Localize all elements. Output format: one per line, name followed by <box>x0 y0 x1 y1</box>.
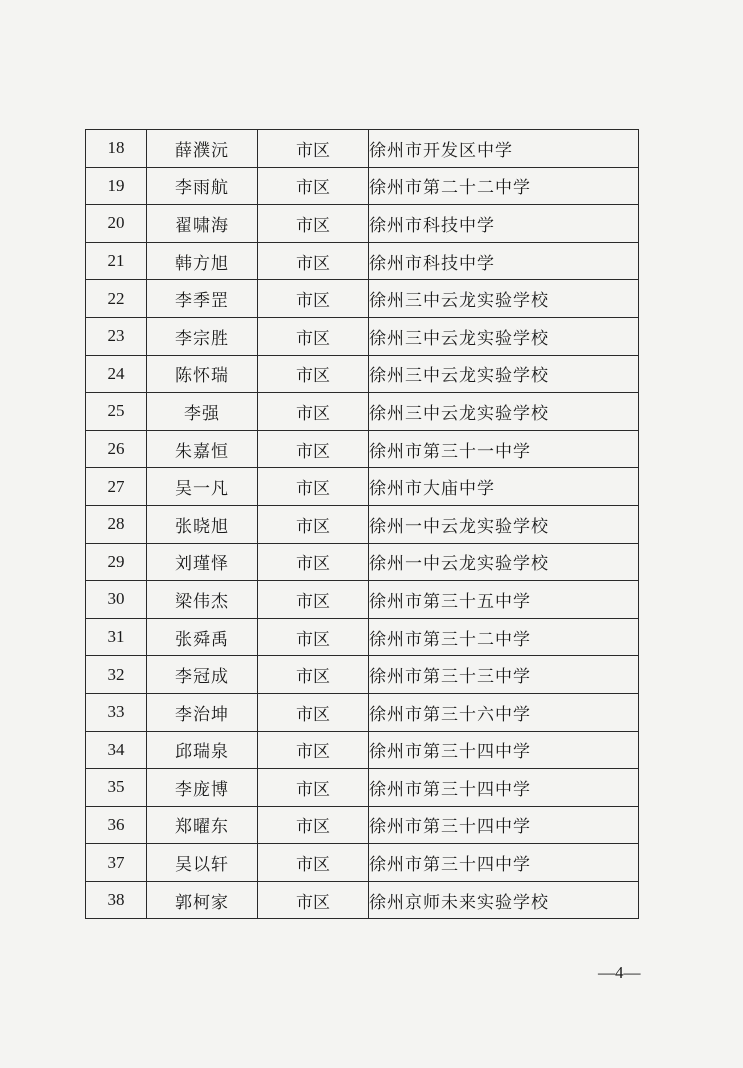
table-row <box>86 769 639 807</box>
area-cell: 市区 <box>258 693 369 731</box>
row-number-cell: 25 <box>86 393 147 431</box>
table-row <box>86 806 639 844</box>
table-row <box>86 280 639 318</box>
student-name-cell: 翟啸海 <box>147 205 258 243</box>
student-name-cell: 梁伟杰 <box>147 581 258 619</box>
roster-table-body <box>86 130 639 919</box>
table-row <box>86 242 639 280</box>
row-number-cell: 24 <box>86 355 147 393</box>
table-row <box>86 618 639 656</box>
row-number-cell: 18 <box>86 130 147 168</box>
school-name-cell: 徐州市第三十四中学 <box>369 769 639 807</box>
row-number-cell: 20 <box>86 205 147 243</box>
table-row <box>86 393 639 431</box>
row-number-cell: 33 <box>86 693 147 731</box>
table-row <box>86 581 639 619</box>
area-cell: 市区 <box>258 242 369 280</box>
table-row <box>86 205 639 243</box>
area-cell: 市区 <box>258 355 369 393</box>
area-cell: 市区 <box>258 618 369 656</box>
row-number-cell: 26 <box>86 430 147 468</box>
student-name-cell: 吴以轩 <box>147 844 258 882</box>
student-name-cell: 李治坤 <box>147 693 258 731</box>
school-name-cell: 徐州市开发区中学 <box>369 130 639 168</box>
student-name-cell: 韩方旭 <box>147 242 258 280</box>
area-cell: 市区 <box>258 317 369 355</box>
area-cell: 市区 <box>258 581 369 619</box>
student-name-cell: 吴一凡 <box>147 468 258 506</box>
school-name-cell: 徐州市第三十三中学 <box>369 656 639 694</box>
table-row <box>86 430 639 468</box>
school-name-cell: 徐州市第三十四中学 <box>369 844 639 882</box>
student-name-cell: 张晓旭 <box>147 505 258 543</box>
student-name-cell: 陈怀瑞 <box>147 355 258 393</box>
row-number-cell: 31 <box>86 618 147 656</box>
school-name-cell: 徐州三中云龙实验学校 <box>369 317 639 355</box>
student-name-cell: 薛濮沅 <box>147 130 258 168</box>
student-name-cell: 李雨航 <box>147 167 258 205</box>
student-name-cell: 郭柯家 <box>147 881 258 919</box>
table-row <box>86 844 639 882</box>
student-name-cell: 李强 <box>147 393 258 431</box>
area-cell: 市区 <box>258 543 369 581</box>
table-row <box>86 505 639 543</box>
school-name-cell: 徐州市第三十六中学 <box>369 693 639 731</box>
student-name-cell: 郑曜东 <box>147 806 258 844</box>
roster-table <box>85 129 639 919</box>
school-name-cell: 徐州三中云龙实验学校 <box>369 393 639 431</box>
school-name-cell: 徐州市第三十四中学 <box>369 806 639 844</box>
student-name-cell: 朱嘉恒 <box>147 430 258 468</box>
area-cell: 市区 <box>258 505 369 543</box>
row-number-cell: 36 <box>86 806 147 844</box>
row-number-cell: 27 <box>86 468 147 506</box>
school-name-cell: 徐州市第三十五中学 <box>369 581 639 619</box>
row-number-cell: 19 <box>86 167 147 205</box>
area-cell: 市区 <box>258 656 369 694</box>
area-cell: 市区 <box>258 769 369 807</box>
table-row <box>86 693 639 731</box>
area-cell: 市区 <box>258 881 369 919</box>
student-name-cell: 刘瑾怿 <box>147 543 258 581</box>
student-name-cell: 李季罡 <box>147 280 258 318</box>
student-name-cell: 张舜禹 <box>147 618 258 656</box>
area-cell: 市区 <box>258 844 369 882</box>
student-name-cell: 邱瑞泉 <box>147 731 258 769</box>
school-name-cell: 徐州市科技中学 <box>369 242 639 280</box>
row-number-cell: 34 <box>86 731 147 769</box>
row-number-cell: 38 <box>86 881 147 919</box>
table-row <box>86 468 639 506</box>
school-name-cell: 徐州京师未来实验学校 <box>369 881 639 919</box>
row-number-cell: 23 <box>86 317 147 355</box>
school-name-cell: 徐州市第三十一中学 <box>369 430 639 468</box>
area-cell: 市区 <box>258 280 369 318</box>
table-row <box>86 355 639 393</box>
area-cell: 市区 <box>258 430 369 468</box>
table-row <box>86 731 639 769</box>
row-number-cell: 37 <box>86 844 147 882</box>
table-row <box>86 881 639 919</box>
area-cell: 市区 <box>258 130 369 168</box>
row-number-cell: 28 <box>86 505 147 543</box>
row-number-cell: 22 <box>86 280 147 318</box>
page-number: —4— <box>598 963 641 982</box>
school-name-cell: 徐州市第三十二中学 <box>369 618 639 656</box>
table-row <box>86 317 639 355</box>
row-number-cell: 32 <box>86 656 147 694</box>
school-name-cell: 徐州三中云龙实验学校 <box>369 355 639 393</box>
area-cell: 市区 <box>258 468 369 506</box>
area-cell: 市区 <box>258 205 369 243</box>
table-row <box>86 543 639 581</box>
row-number-cell: 21 <box>86 242 147 280</box>
table-row <box>86 167 639 205</box>
school-name-cell: 徐州一中云龙实验学校 <box>369 505 639 543</box>
row-number-cell: 29 <box>86 543 147 581</box>
school-name-cell: 徐州市大庙中学 <box>369 468 639 506</box>
school-name-cell: 徐州市科技中学 <box>369 205 639 243</box>
row-number-cell: 35 <box>86 769 147 807</box>
area-cell: 市区 <box>258 167 369 205</box>
student-name-cell: 李冠成 <box>147 656 258 694</box>
area-cell: 市区 <box>258 806 369 844</box>
area-cell: 市区 <box>258 393 369 431</box>
area-cell: 市区 <box>258 731 369 769</box>
student-name-cell: 李庞博 <box>147 769 258 807</box>
table-row <box>86 656 639 694</box>
school-name-cell: 徐州市第二十二中学 <box>369 167 639 205</box>
school-name-cell: 徐州三中云龙实验学校 <box>369 280 639 318</box>
row-number-cell: 30 <box>86 581 147 619</box>
student-name-cell: 李宗胜 <box>147 317 258 355</box>
school-name-cell: 徐州一中云龙实验学校 <box>369 543 639 581</box>
school-name-cell: 徐州市第三十四中学 <box>369 731 639 769</box>
table-row <box>86 130 639 168</box>
